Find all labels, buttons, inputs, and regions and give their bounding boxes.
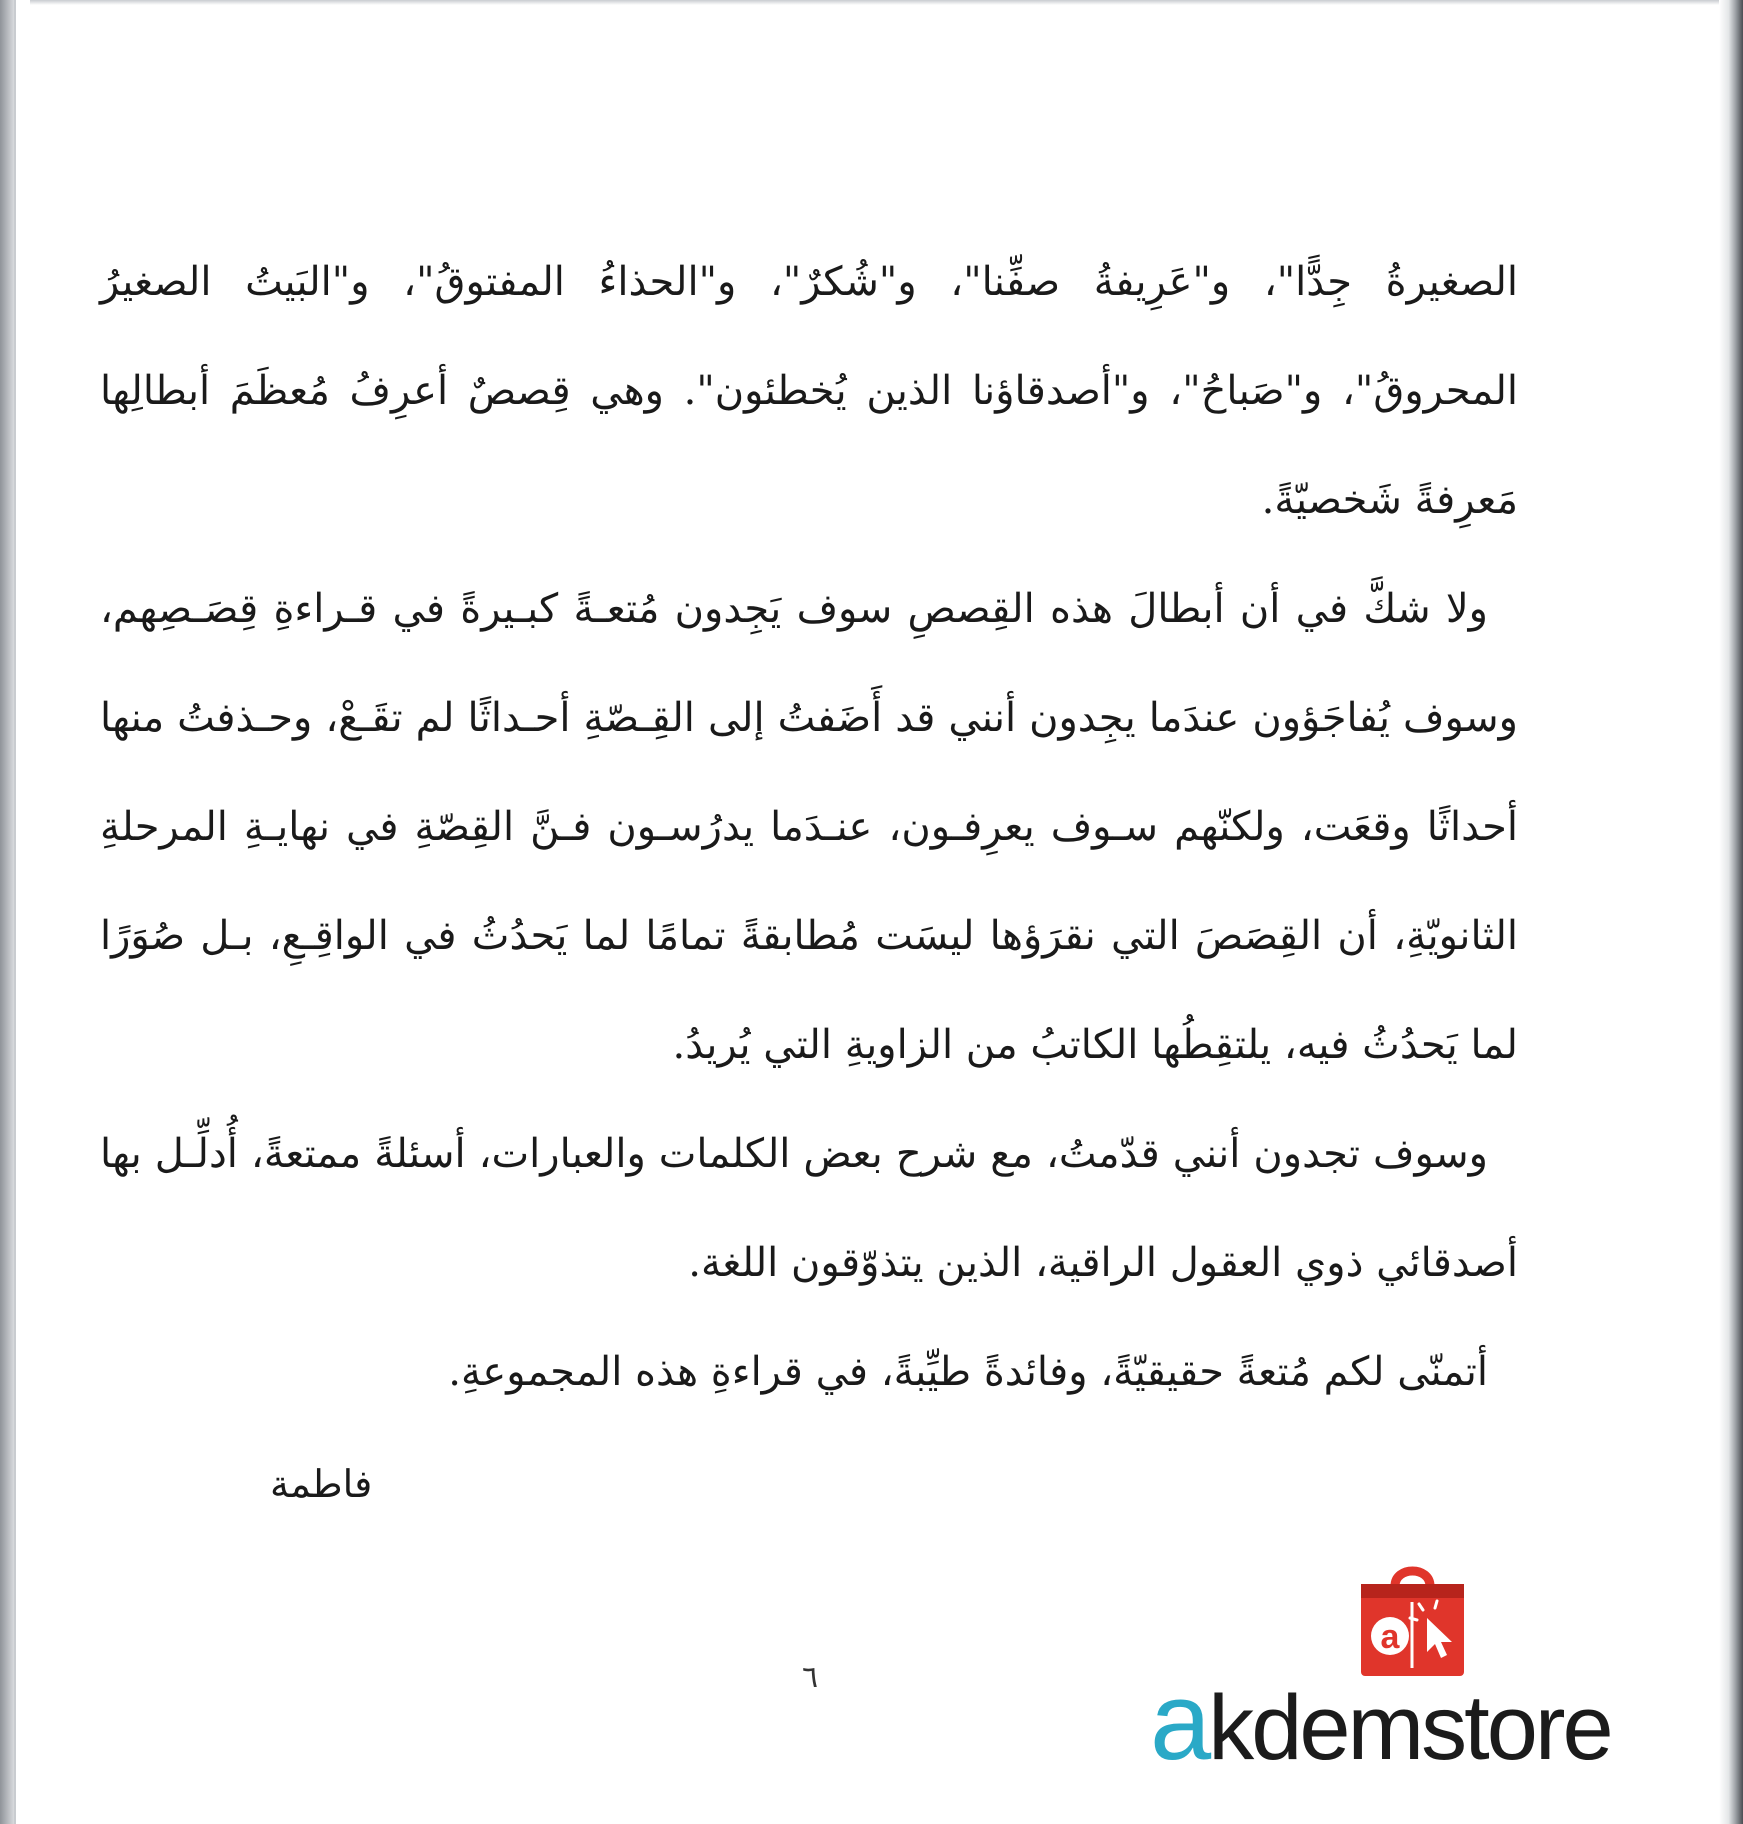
scan-shadow-right xyxy=(1719,0,1743,1824)
paragraph-4: أتمنّى لكم مُتعةً حقيقيّةً، وفائدةً طيِّبةً، في قراءةِ هذه المجموعةِ. xyxy=(448,1349,1488,1395)
paragraph-2: ولا شكَّ في أن أبطالَ هذه القِصصِ سوف يَجِدون مُتعـةً كبـيرةً في قـراءةِ قِصَـصِهم، وسوف يُفاجَؤون عندَما يجِدون أنني قد أَضَفتُ إلى القِـصّةِ أحـداثًا لم تقَـعْ، وحـذفتُ منها أحداثًا وقعَت، ولكنّهم سـوف يعرِفـون، عنـدَما يدرُسـون فـنَّ القِصّةِ في نهايـةِ المرحلةِ الثانويّةِ، أن القِصَصَ التي نقرَؤها ليسَت مُطابقةً تمامًا لما يَحدُثُ في الواقِـعِ، بـل صُوَرًا لما يَحدُثُ فيه، يلتقِطُها الكاتبُ من الزاويةِ التي يُريدُ. xyxy=(100,586,1519,1068)
bag-letter: a xyxy=(1380,1618,1400,1656)
logo-wordmark xyxy=(1150,1660,1611,1783)
akdemstore-logo xyxy=(1150,1560,1670,1783)
shopping-bag-icon xyxy=(1355,1560,1470,1678)
logo-letter-a: a xyxy=(1150,1660,1209,1783)
paragraph-1: الصغيرةُ جِدًّا"، و"عَرِيفةُ صفِّنا"، و"شُكرٌ"، و"الحذاءُ المفتوقُ"، و"البَيتُ الصغيرُ المحروقُ"، و"صَباحُ"، و"أصدقاؤنا الذين يُخطئون". وهي قِصصٌ أعرِفُ مُعظَمَ أبطالِها مَعرِفةً شَخصيّةً. xyxy=(100,259,1518,523)
paragraph-3: وسوف تجدون أنني قدّمتُ، مع شرح بعض الكلمات والعبارات، أسئلةً ممتعةً، أُدلِّـل بها أصدقائي ذوي العقول الراقية، الذين يتذوّقون اللغة. xyxy=(100,1131,1518,1286)
page-number: ٦ xyxy=(801,1660,819,1695)
scan-shadow-left xyxy=(0,0,14,1824)
author-signature: فاطمة xyxy=(270,1462,373,1506)
logo-text: kdemstore xyxy=(1208,1677,1611,1779)
body-text xyxy=(100,228,1518,1427)
scan-shadow-top xyxy=(30,0,1735,5)
